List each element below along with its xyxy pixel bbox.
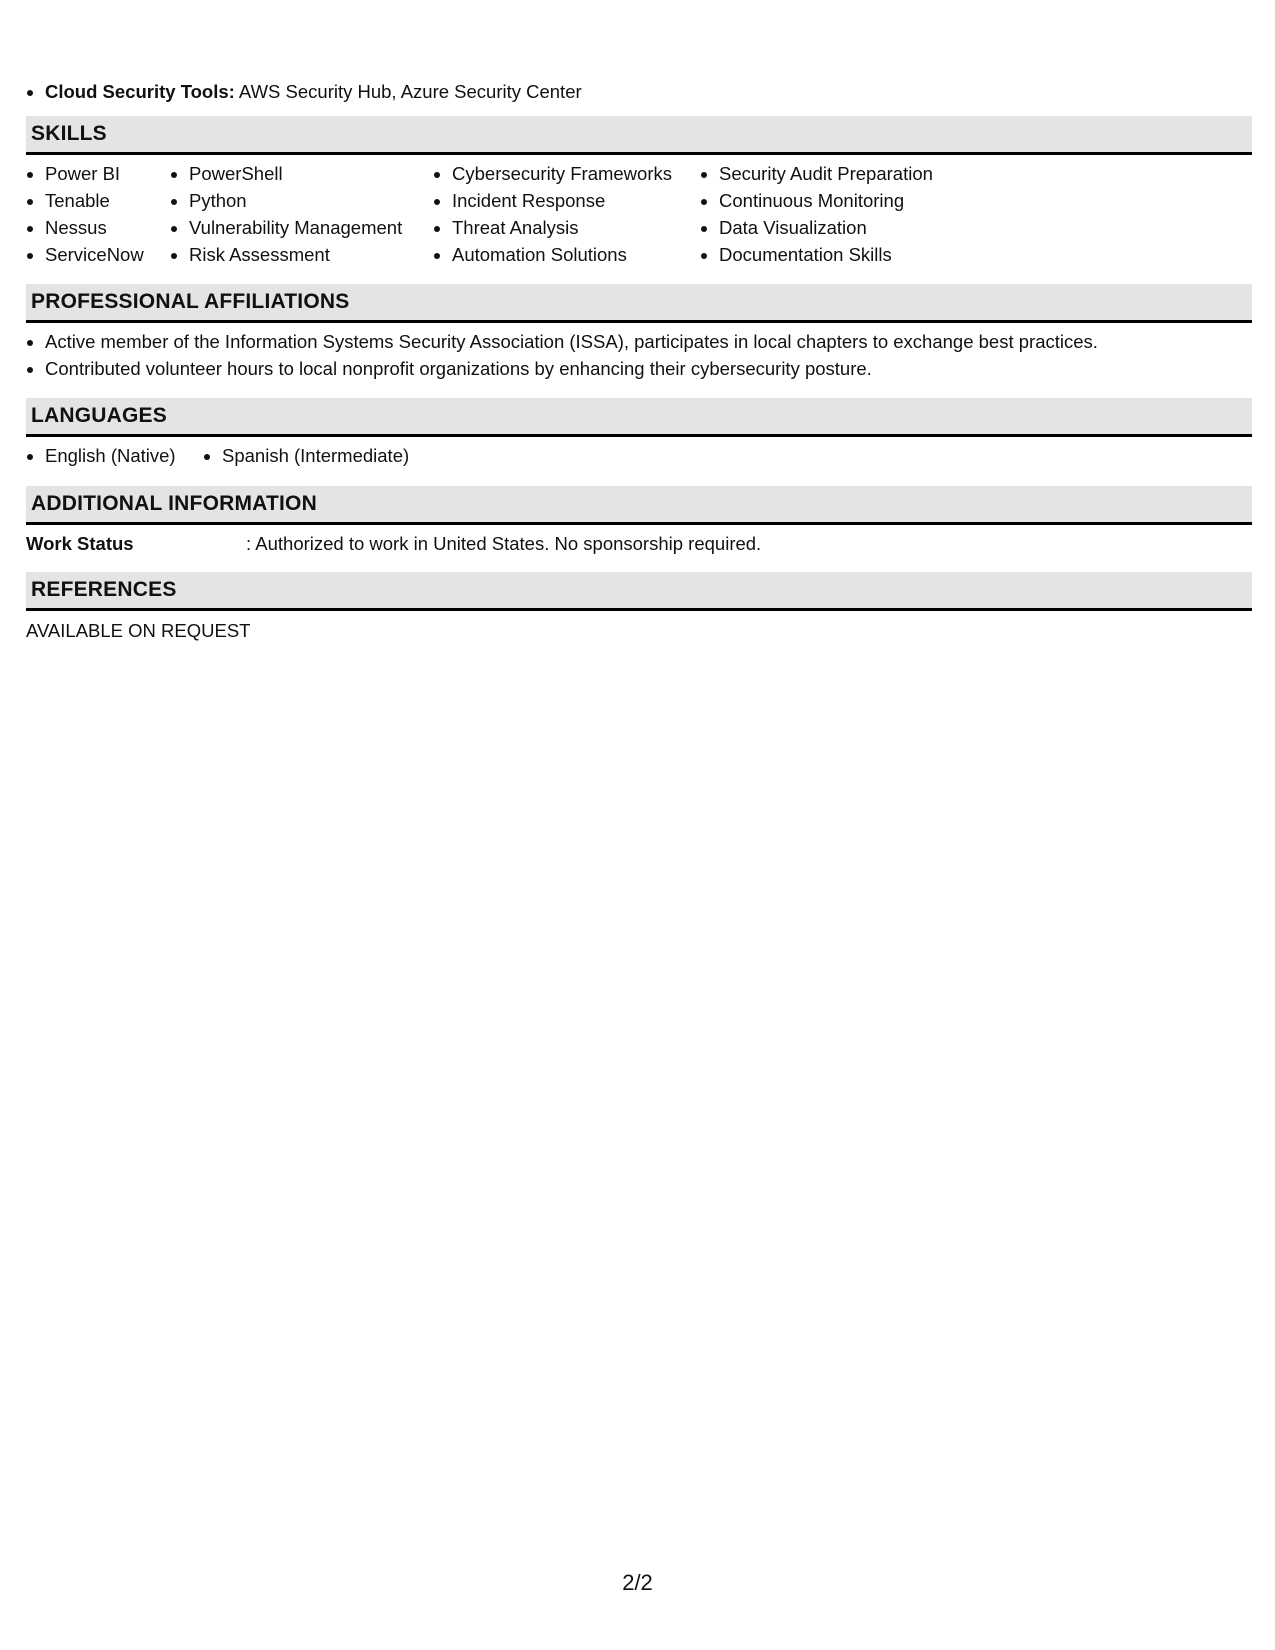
skill-item: • Power BI — [45, 160, 170, 187]
work-status-value: : Authorized to work in United States. No sponsorship required. — [246, 533, 762, 554]
skill-item: • PowerShell — [189, 160, 433, 187]
skill-item: • Cybersecurity Frameworks — [452, 160, 700, 187]
skill-item: • Documentation Skills — [719, 241, 979, 268]
list-item: • Active member of the Information Systems Security Association (ISSA), participates in local chapters to exchange best practices. — [45, 328, 1252, 355]
references-section — [26, 572, 1252, 644]
work-status-label: Work Status — [26, 533, 134, 554]
languages-section — [26, 398, 1252, 469]
list-item — [45, 78, 1252, 105]
skills-section — [26, 116, 1252, 268]
section-heading-affiliations: PROFESSIONAL AFFILIATIONS — [26, 284, 1252, 323]
cloud-tools-label: Cloud Security Tools: — [45, 81, 235, 102]
skills-column-4 — [700, 160, 979, 268]
additional-section — [26, 486, 1252, 557]
skill-item: • Nessus — [45, 214, 170, 241]
affiliations-list — [26, 328, 1252, 382]
skill-item: • Continuous Monitoring — [719, 187, 979, 214]
skill-item: • Threat Analysis — [452, 214, 700, 241]
skill-item: • Risk Assessment — [189, 241, 433, 268]
cloud-tools-item — [26, 78, 1252, 105]
language-item: • English (Native) — [45, 442, 203, 469]
languages-list-2 — [203, 442, 409, 469]
page-number: 2/2 — [622, 1570, 653, 1595]
languages-list-1 — [26, 442, 203, 469]
cloud-tools-list — [26, 78, 1252, 105]
section-heading-references: REFERENCES — [26, 572, 1252, 611]
skill-item: • Python — [189, 187, 433, 214]
skill-item: • Vulnerability Management — [189, 214, 433, 241]
section-heading-skills: SKILLS — [26, 116, 1252, 155]
work-status-row — [26, 530, 1252, 557]
skills-column-1 — [26, 160, 170, 268]
skill-item: • Security Audit Preparation — [719, 160, 979, 187]
references-text: AVAILABLE ON REQUEST — [26, 620, 251, 641]
skill-item: • Tenable — [45, 187, 170, 214]
list-item: • Contributed volunteer hours to local nonprofit organizations by enhancing their cybersecurity posture. — [45, 355, 1252, 382]
skill-item: • Automation Solutions — [452, 241, 700, 268]
skill-item: • ServiceNow — [45, 241, 170, 268]
skill-item: • Incident Response — [452, 187, 700, 214]
skill-item: • Data Visualization — [719, 214, 979, 241]
skills-column-2 — [170, 160, 433, 268]
cloud-tools-value: AWS Security Hub, Azure Security Center — [234, 81, 582, 102]
affiliations-section — [26, 284, 1252, 382]
skills-column-3 — [433, 160, 700, 268]
language-item: • Spanish (Intermediate) — [222, 442, 409, 469]
section-heading-languages: LANGUAGES — [26, 398, 1252, 437]
languages-row — [26, 442, 1252, 469]
skills-grid — [26, 160, 1252, 268]
section-heading-additional: ADDITIONAL INFORMATION — [26, 486, 1252, 525]
